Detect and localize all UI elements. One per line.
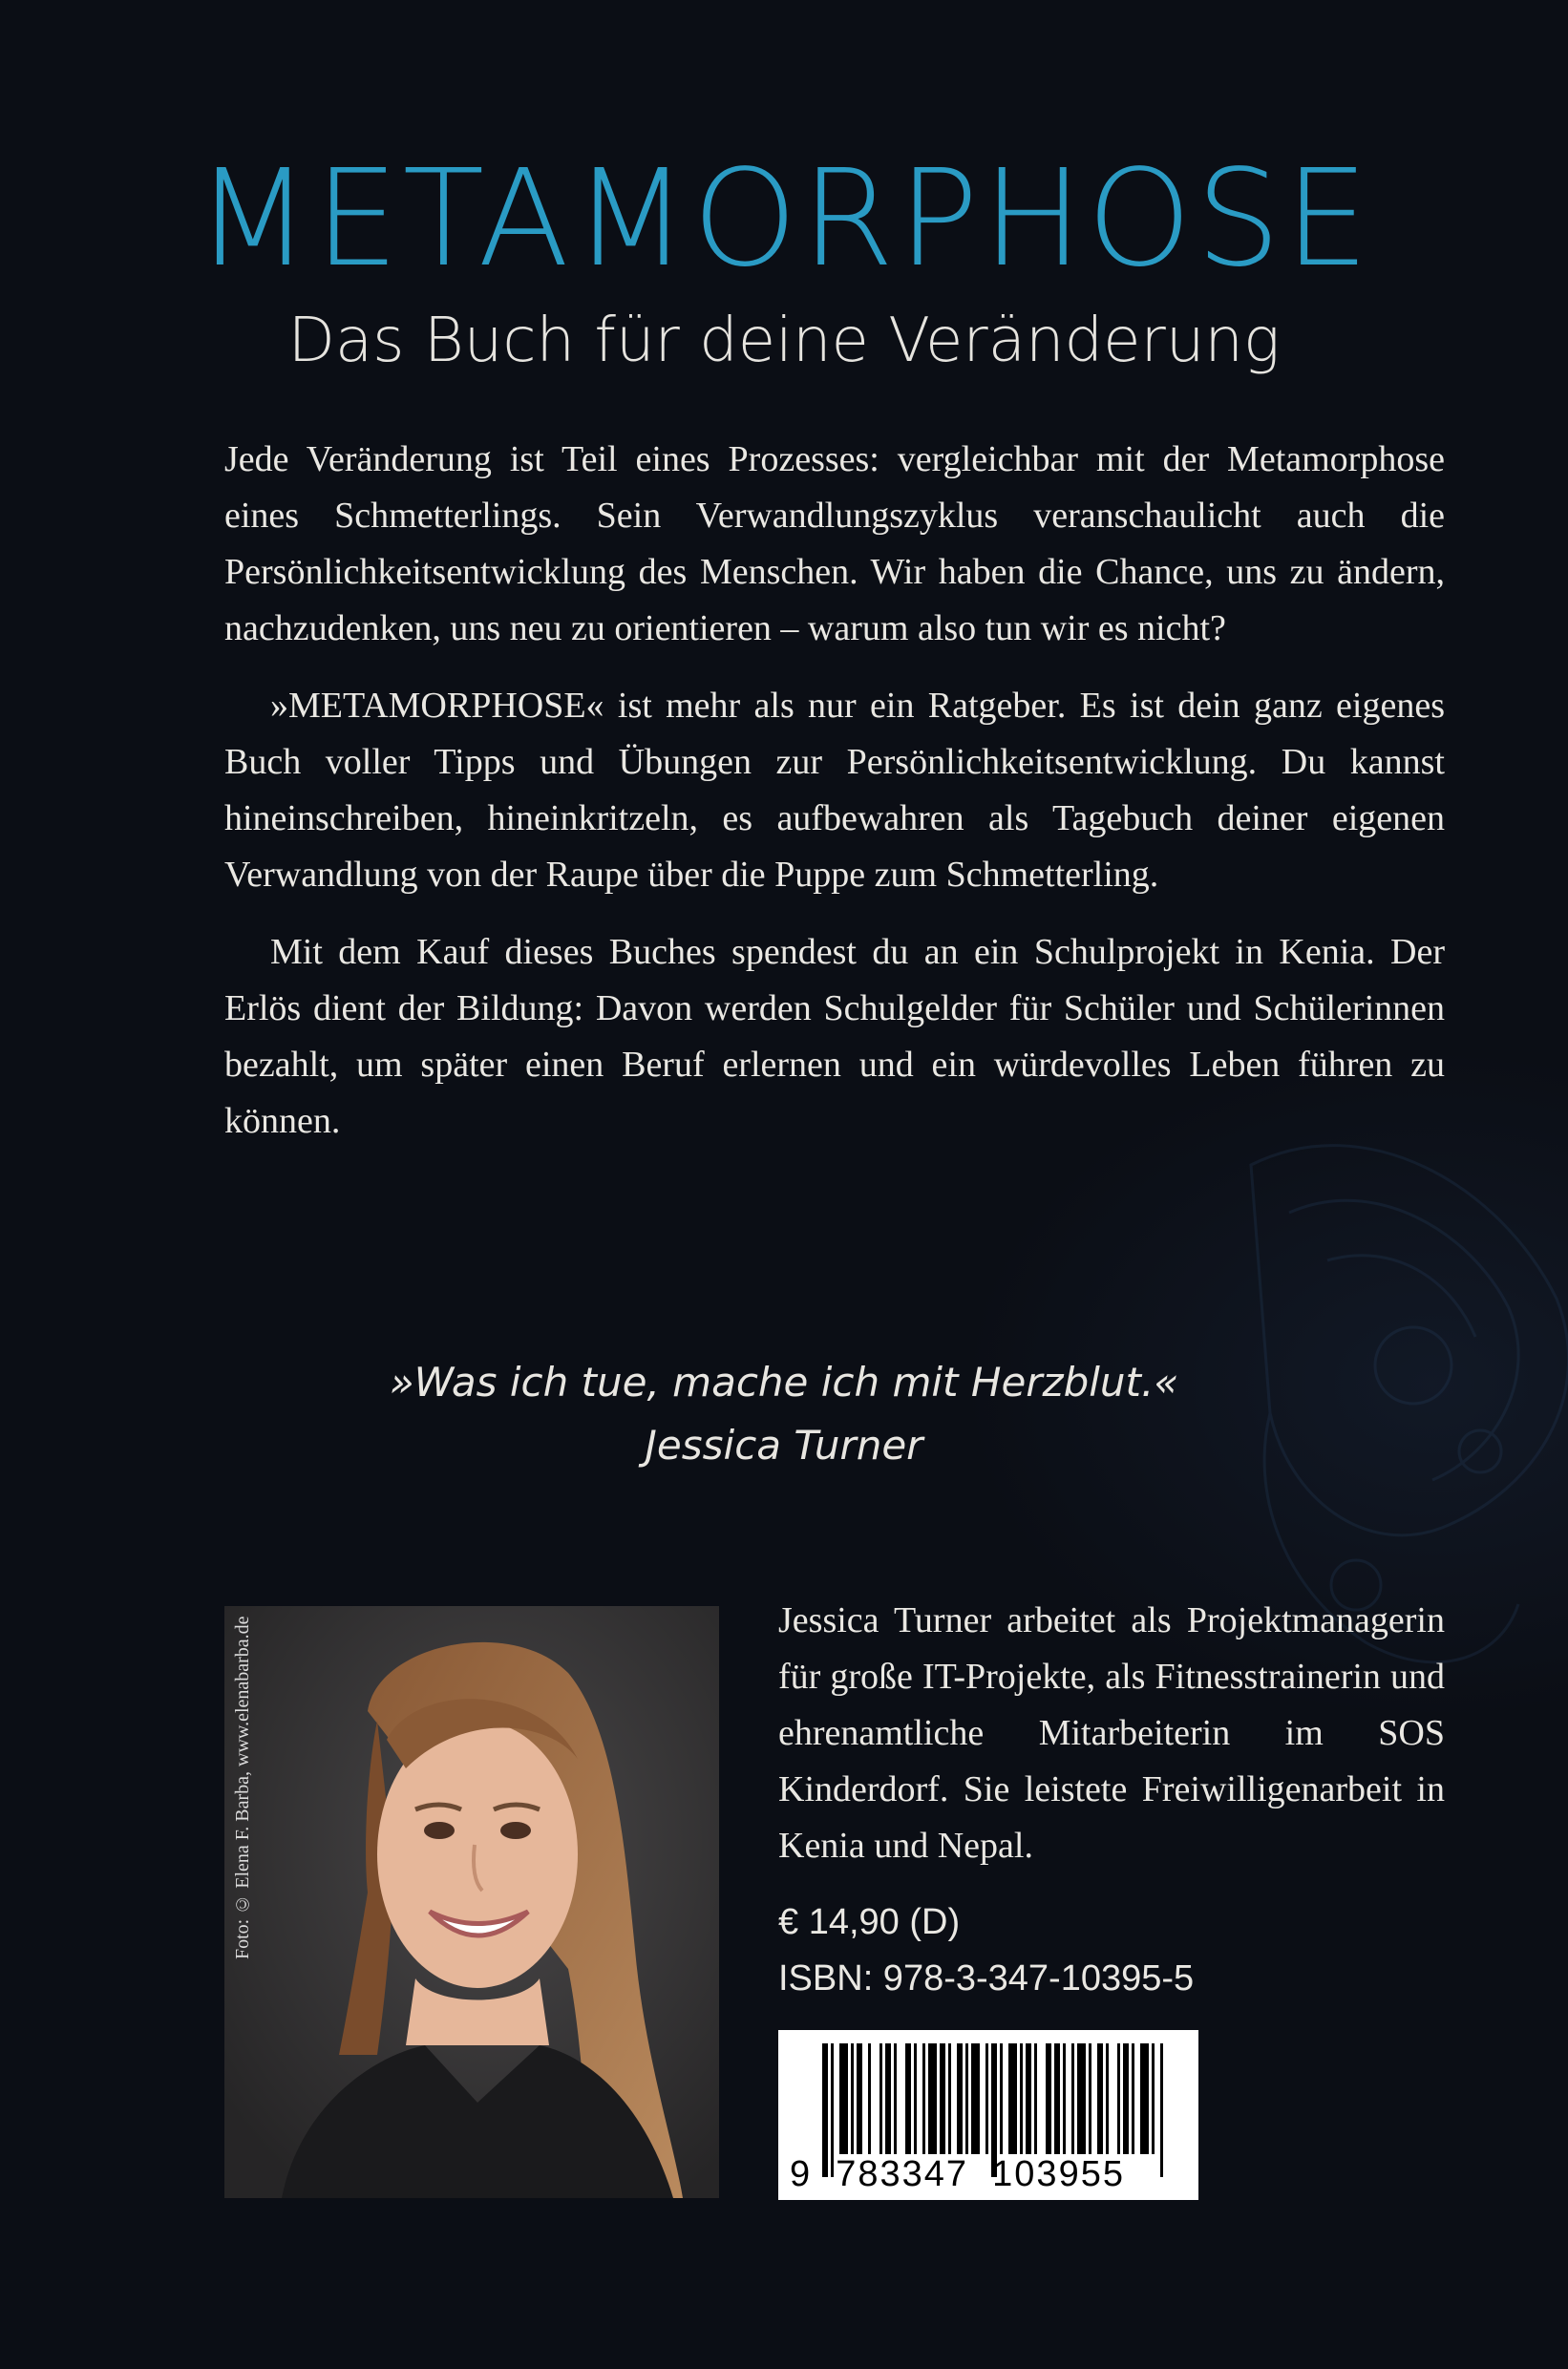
barcode-bar [839, 2043, 848, 2154]
blurb-paragraph-3: Mit dem Kauf dieses Buches spendest du an ein Schulprojekt in Kenia. Der Erlös dient der Bildung: Davon werden Schulgelder für Schüler und Schülerinnen bezahlt, um später einen Beruf erlernen und ein würdevolles Leben führen zu können. [224, 932, 1445, 1141]
barcode-bar [928, 2043, 937, 2154]
barcode-digits: 9 783347 103955 [790, 2154, 1125, 2194]
book-title: METAMORPHOSE [195, 141, 1373, 297]
barcode-bar [1132, 2043, 1134, 2154]
barcode-bar [1034, 2043, 1037, 2154]
barcode-bar [1071, 2043, 1074, 2154]
barcode-bar [922, 2043, 925, 2154]
author-photo [224, 1606, 719, 2198]
blurb-paragraph-1: Jede Veränderung ist Teil eines Prozesses: vergleichbar mit der Metamorphose eines Schmetterlings. Sein Verwandlungszyklus veranschaulicht auch die Persönlichkeitsentwicklung des Menschen. Wir haben die Chance, uns zu ändern, nachzudenken, uns neu zu orientieren – warum also tun wir es nicht? [224, 439, 1445, 648]
barcode-bar [1123, 2043, 1129, 2154]
barcode-bar [1106, 2043, 1109, 2154]
author-quote [0, 1351, 1568, 1477]
blurb [224, 432, 1445, 1171]
barcode-bar [1046, 2043, 1051, 2154]
barcode-bar [879, 2043, 882, 2154]
barcode-bar [1063, 2043, 1066, 2154]
barcode-bar [905, 2043, 911, 2154]
barcode-bar [1026, 2043, 1031, 2154]
barcode-bar [948, 2043, 951, 2154]
barcode-bar [1140, 2043, 1149, 2154]
barcode-bar [868, 2043, 871, 2154]
barcode-bar [1054, 2043, 1060, 2154]
barcode-bar [1000, 2043, 1003, 2154]
barcode-bar [1097, 2043, 1103, 2154]
barcode-bar [885, 2043, 891, 2154]
quote-author: Jessica Turner [645, 1422, 923, 1469]
barcode-bar [965, 2043, 968, 2154]
isbn: ISBN: 978-3-347-10395-5 [778, 1958, 1195, 1999]
author-portrait-illustration [224, 1606, 719, 2198]
author-bio-text: Jessica Turner arbeitet als Projektmanagerin für große IT-Projekte, als Fitnesstrainerin und ehrenamtliche Mitarbeiterin im SOS Kinderdorf. Sie leistete Freiwilligenarbeit in Kenia und Nepal. [778, 1600, 1445, 1866]
book-subtitle: Das Buch für deine Veränderung [287, 306, 1281, 376]
barcode [778, 2030, 1198, 2200]
barcode-bar [1008, 2043, 1017, 2154]
barcode-bar [1117, 2043, 1120, 2154]
blurb-paragraph-2: »METAMORPHOSE« ist mehr als nur ein Ratgeber. Es ist dein ganz eigenes Buch voller Tipps und Übungen zur Persönlichkeitsentwicklung. Du kannst hineinschreiben, hineinkritzeln, es aufbewahren als Tagebuch deiner eigenen Verwandlung von der Raupe über die Puppe zum Schmetterling. [224, 686, 1445, 895]
barcode-bar [985, 2043, 988, 2154]
author-bio [778, 1593, 1445, 1888]
photo-credit: Foto: © Elena F. Barba, www.elenabarba.de [232, 1616, 253, 1959]
barcode-bar [1152, 2043, 1155, 2154]
barcode-bar [1077, 2043, 1086, 2154]
barcode-bar [940, 2043, 945, 2154]
barcode-bar [914, 2043, 917, 2154]
barcode-bar [1020, 2043, 1023, 2154]
quote-text: »Was ich tue, mache ich mit Herzblut.« [389, 1359, 1179, 1406]
barcode-bar [957, 2043, 963, 2154]
barcode-bar [1089, 2043, 1091, 2154]
price: € 14,90 (D) [778, 1902, 961, 1942]
barcode-bar [971, 2043, 980, 2154]
barcode-bar [851, 2043, 854, 2154]
barcode-bar [857, 2043, 862, 2154]
barcode-bar [894, 2043, 897, 2154]
